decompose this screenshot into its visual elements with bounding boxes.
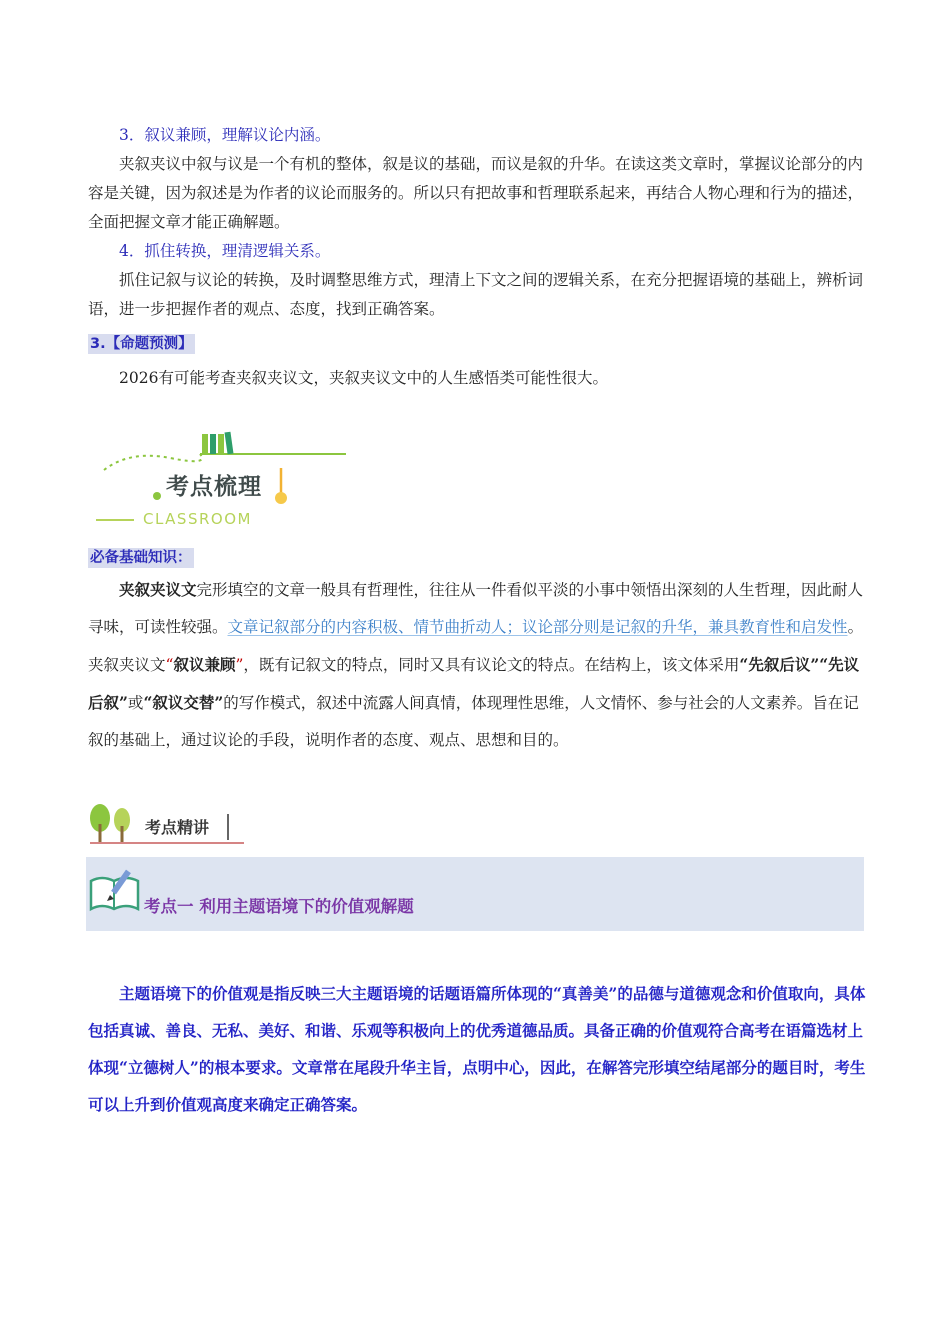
forecast-paragraph: 2026有可能考查夹叙夹议文，夹叙夹议文中的人生感悟类可能性很大。 bbox=[119, 369, 608, 387]
basics-section bbox=[88, 571, 866, 759]
key-xuyi-jiangu: 叙议兼顾 bbox=[173, 655, 236, 674]
section-3-paragraph: 夹叙夹议中叙与议是一个有机的整体，叙是议的基础，而议是叙的升华。在读这类文章时，掌握议论部分的内容是关键，因为叙述是为作者的议论而服务的。所以只有把故事和哲理联系起来，再结合人物心理和行为的描述，全面把握文章才能正确解题。 bbox=[88, 155, 864, 231]
section-4 bbox=[88, 237, 866, 324]
basics-text-1: 完形填空的文章一般具有哲理性，往往从一件看似平淡的小事中领悟出深刻的人生哲理，因此耐人寻味，可读性较强。 bbox=[88, 581, 864, 636]
highlight-separator: ； bbox=[506, 618, 523, 636]
term-jiaxujiayi: 夹叙夹议文 bbox=[119, 580, 197, 599]
kaodian-shuli-title: 考点梳理 bbox=[166, 474, 262, 500]
forecast-block bbox=[88, 364, 866, 393]
kaodian-1-banner bbox=[86, 857, 864, 931]
section-3-heading: 3．叙议兼顾，理解议论内涵。 bbox=[119, 126, 331, 144]
tree-icon bbox=[90, 804, 130, 842]
basics-text-5: 的写作模式，叙述中流露人间真情，体现理性思维，人文情怀、参与社会的人文素养。旨在记叙的基础上，通过议论的手段，说明作者的态度、观点、思想和目的。 bbox=[88, 694, 859, 749]
section-3 bbox=[88, 121, 866, 237]
key-alternate: “叙议交替” bbox=[143, 693, 224, 712]
basics-text-4: 或 bbox=[127, 694, 144, 712]
quote-close: ” bbox=[235, 656, 244, 674]
yellow-dot bbox=[275, 492, 287, 504]
kaodian-1-section bbox=[88, 975, 866, 1123]
basics-tag: 必备基础知识： bbox=[90, 550, 192, 566]
kaodian-jingjiang-title: 考点精讲 bbox=[145, 818, 210, 837]
books-icon bbox=[202, 432, 234, 455]
section-4-heading: 4．抓住转换，理清逻辑关系。 bbox=[119, 242, 331, 260]
section-4-paragraph: 抓住记叙与议论的转换，及时调整思维方式，理清上下文之间的逻辑关系，在充分把握语境的基础上，辨析词语，进一步把握作者的观点、态度，找到正确答案。 bbox=[88, 271, 864, 318]
key-modes: “先叙后议”“先议后叙” bbox=[88, 655, 860, 712]
forecast-section bbox=[88, 329, 866, 358]
kaodian-1-title: 考点一 利用主题语境下的价值观解题 bbox=[144, 897, 414, 916]
highlight-argument: 议论部分则是记叙的升华，兼具教育性和启发性 bbox=[522, 618, 848, 636]
basics-text-2: 。夹叙夹议文 bbox=[88, 618, 864, 674]
forecast-tag: 3.【命题预测】 bbox=[90, 336, 193, 352]
basics-tag-line bbox=[88, 543, 866, 572]
green-dot bbox=[153, 492, 161, 500]
highlight-narrative: 文章记叙部分的内容积极、情节曲折动人 bbox=[227, 618, 507, 636]
basics-text-3: ，既有记叙文的特点，同时又具有议论文的特点。在结构上，该文体采用 bbox=[243, 656, 740, 674]
kaodian-1-paragraph: 主题语境下的价值观是指反映三大主题语境的话题语篇所体现的“真善美”的品德与道德观念和价值取向，具体包括真诚、善良、无私、美好、和谐、乐观等积极向上的优秀道德品质。具备正确的价值观符合高考在语篇选材上体现“立德树人”的根本要求。文章常在尾段升华主旨，点明中心，因此，在解答完形填空结尾部分的题目时，考生可以上升到价值观高度来确定正确答案。 bbox=[88, 984, 866, 1114]
notebook-pencil-icon bbox=[88, 869, 144, 915]
kaodian-shuli-subtitle: CLASSROOM bbox=[143, 510, 252, 528]
quote-open: “ bbox=[165, 656, 174, 674]
basics-paragraph bbox=[88, 571, 866, 759]
